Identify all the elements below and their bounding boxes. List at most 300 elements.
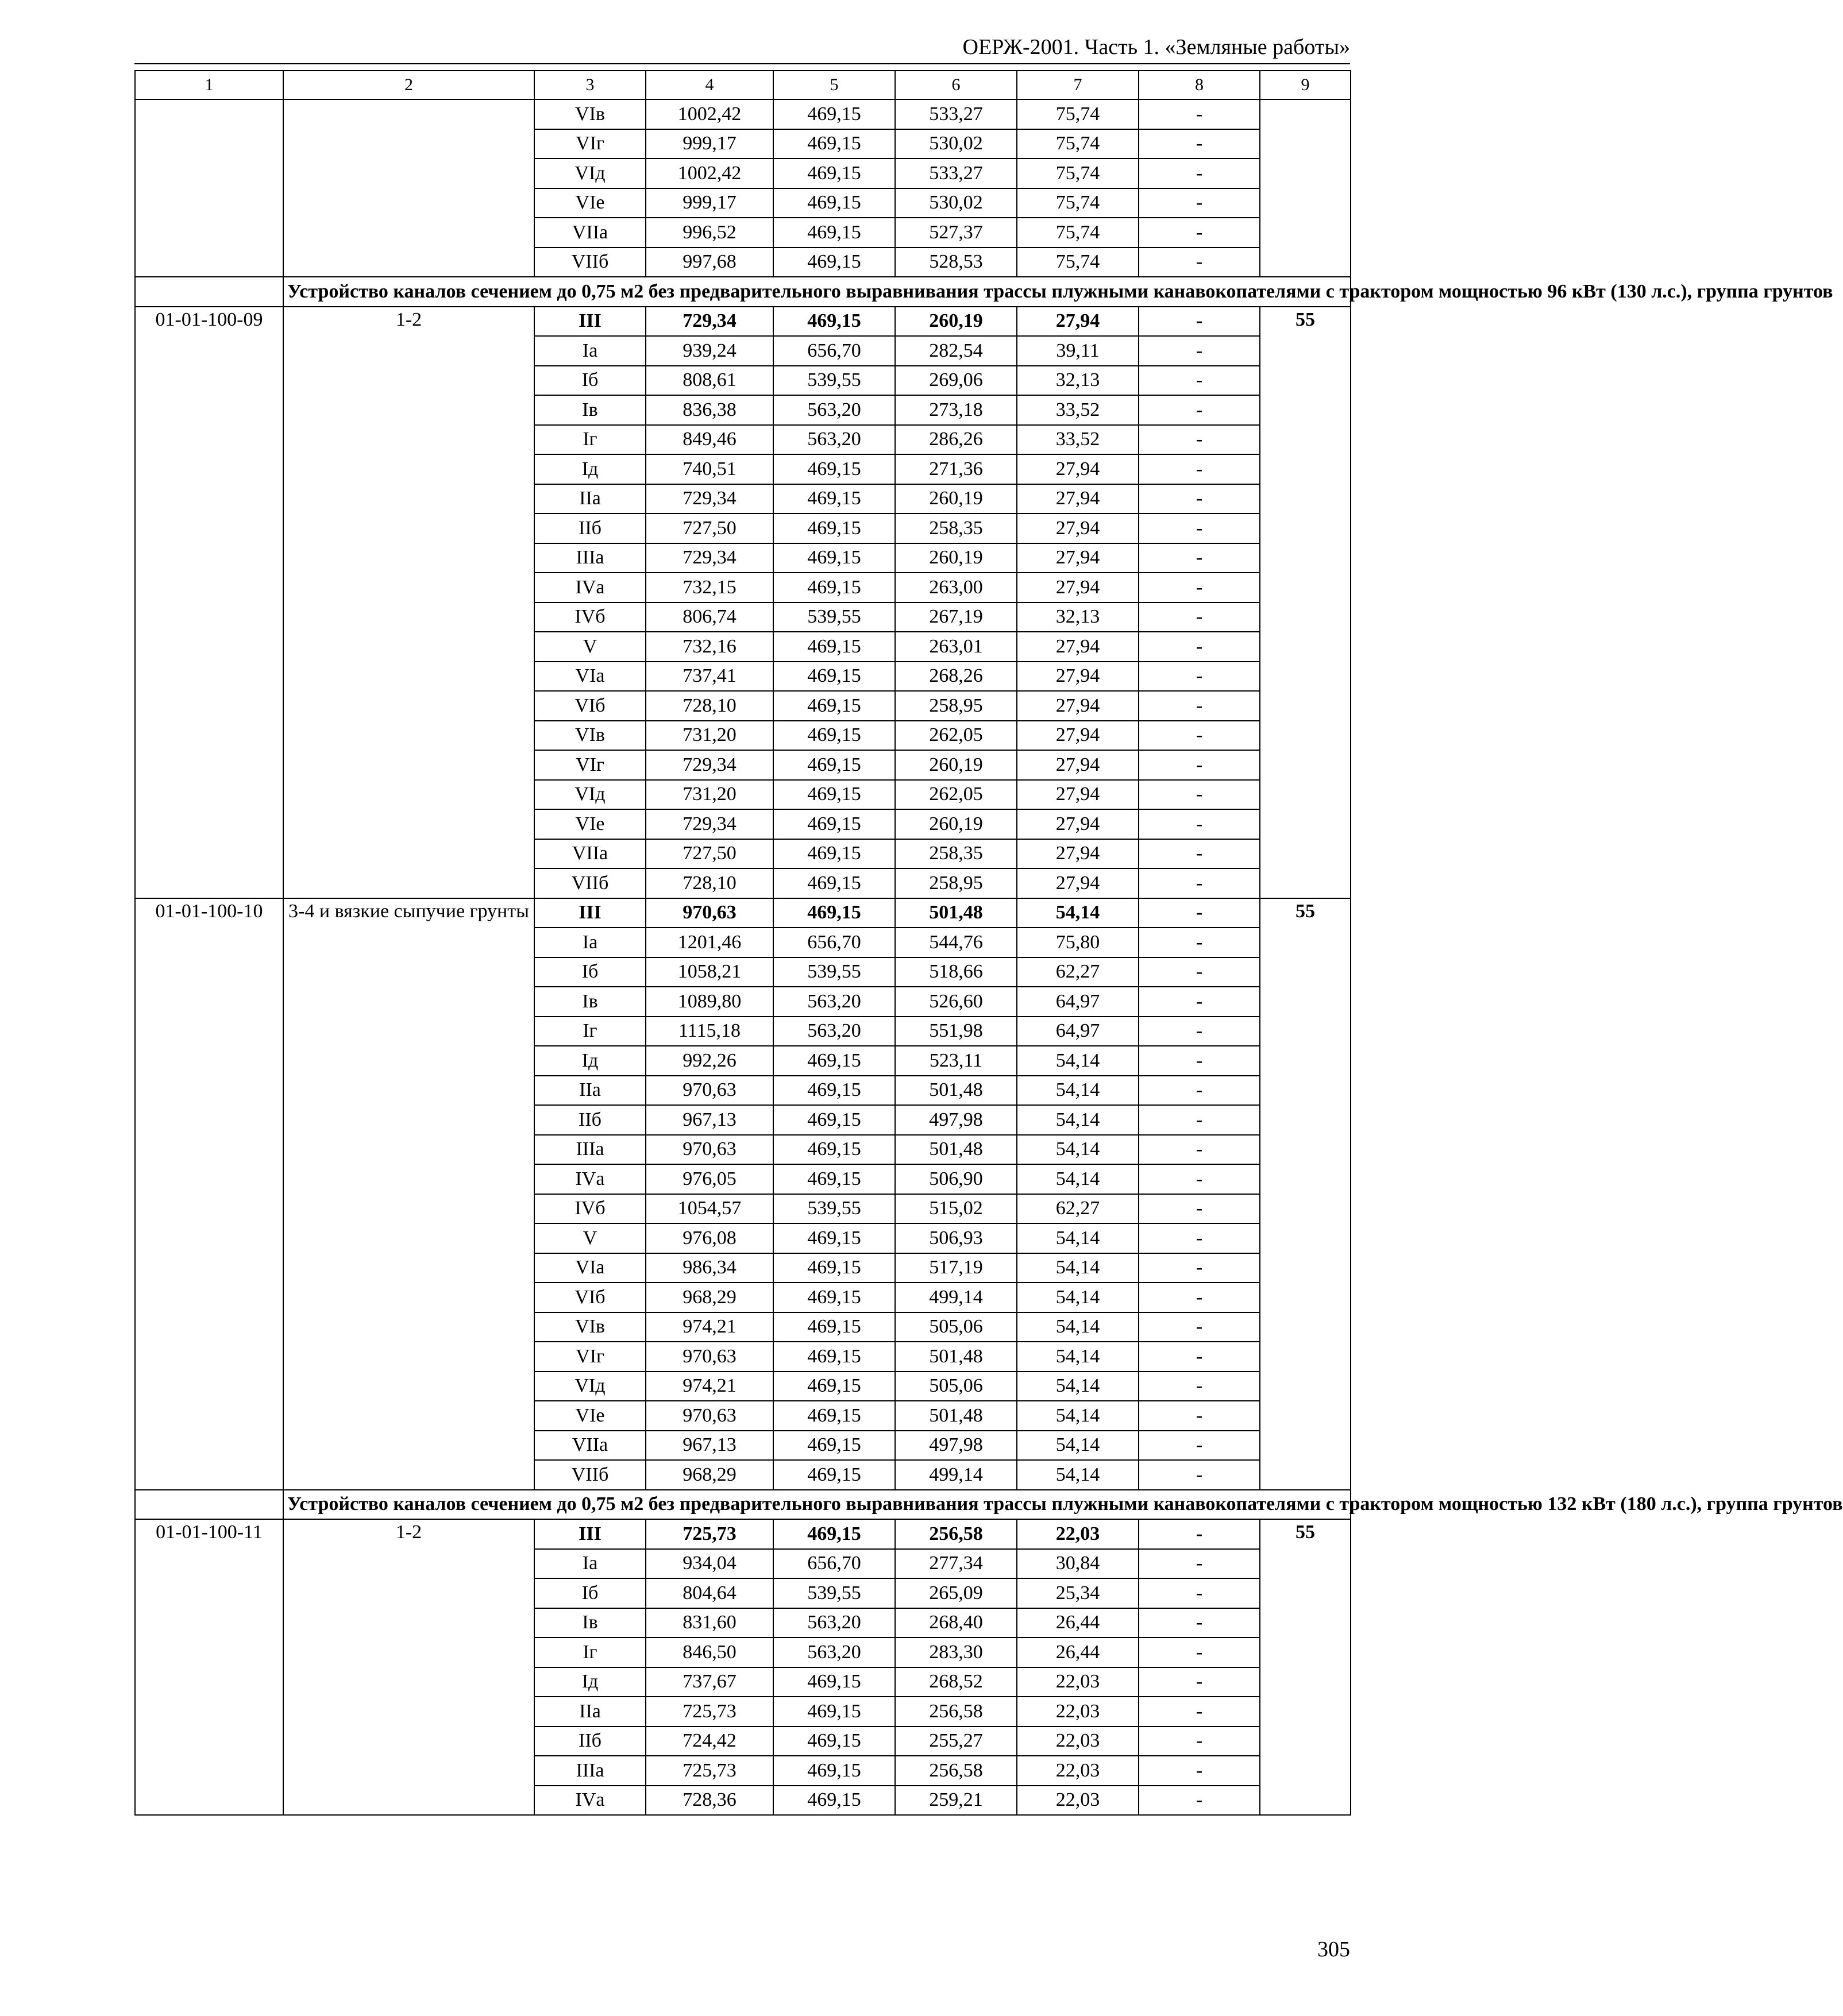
value-cell: 497,98: [895, 1431, 1017, 1461]
value-cell: 260,19: [895, 484, 1017, 514]
value-cell: 268,26: [895, 662, 1017, 692]
soil-group-cell: VIб: [534, 1283, 646, 1312]
estimate-table: [134, 70, 1843, 1816]
value-cell: 75,74: [1017, 248, 1139, 277]
value-cell: 27,94: [1017, 691, 1139, 721]
value-cell: -: [1139, 1076, 1260, 1106]
value-cell: -: [1139, 1194, 1260, 1224]
value-cell: 992,26: [646, 1046, 773, 1076]
value-cell: 469,15: [773, 248, 895, 277]
value-cell: 970,63: [646, 1076, 773, 1106]
value-cell: 469,15: [773, 868, 895, 898]
rate-description: 3-4 и вязкие сыпучие грунты: [283, 898, 534, 1490]
soil-group-cell: Iа: [534, 1549, 646, 1579]
value-cell: 75,74: [1017, 188, 1139, 218]
value-cell: -: [1139, 1223, 1260, 1253]
soil-group-cell: IIIа: [534, 1135, 646, 1165]
value-cell: 731,20: [646, 721, 773, 751]
soil-group-cell: Iд: [534, 1667, 646, 1697]
value-cell: 729,34: [646, 750, 773, 780]
soil-group-cell: VIIа: [534, 839, 646, 869]
value-cell: -: [1139, 1637, 1260, 1667]
value-cell: 501,48: [895, 898, 1017, 928]
value-cell: 75,80: [1017, 928, 1139, 957]
value-cell: 64,97: [1017, 987, 1139, 1017]
header-title: ОЕРЖ-2001. Часть 1. «Земляные работы»: [962, 35, 1350, 59]
value-cell: -: [1139, 1372, 1260, 1401]
value-cell: 27,94: [1017, 721, 1139, 751]
value-cell: 544,76: [895, 928, 1017, 957]
value-cell: 939,24: [646, 336, 773, 366]
value-cell: 967,13: [646, 1105, 773, 1135]
page-number: 305: [1317, 1937, 1350, 1961]
value-cell: 728,10: [646, 691, 773, 721]
soil-group-cell: Iд: [534, 454, 646, 484]
value-cell: -: [1139, 662, 1260, 692]
column-number: 3: [534, 71, 646, 99]
value-cell: 563,20: [773, 1637, 895, 1667]
soil-group-cell: VIа: [534, 662, 646, 692]
value-cell: 22,03: [1017, 1697, 1139, 1727]
value-cell: -: [1139, 159, 1260, 188]
value-cell: 54,14: [1017, 1312, 1139, 1342]
value-cell: 968,29: [646, 1460, 773, 1490]
value-cell: 54,14: [1017, 1076, 1139, 1106]
soil-group-cell: VIд: [534, 1372, 646, 1401]
soil-group-cell: IIа: [534, 1697, 646, 1727]
value-cell: 469,15: [773, 1727, 895, 1756]
value-cell: 22,03: [1017, 1519, 1139, 1549]
value-cell: -: [1139, 248, 1260, 277]
value-cell: -: [1139, 1164, 1260, 1194]
value-cell: 732,16: [646, 632, 773, 662]
value-cell: 469,15: [773, 1342, 895, 1372]
value-cell: 469,15: [773, 218, 895, 248]
value-cell: 732,15: [646, 573, 773, 603]
value-cell: 501,48: [895, 1401, 1017, 1431]
table-body: [135, 71, 1843, 1815]
description-cell-empty: [283, 99, 534, 277]
soil-group-cell: Iа: [534, 336, 646, 366]
value-cell: 656,70: [773, 1549, 895, 1579]
value-cell: -: [1139, 1578, 1260, 1608]
table-row: [135, 307, 1351, 337]
soil-group-cell: IIа: [534, 484, 646, 514]
value-cell: 528,53: [895, 248, 1017, 277]
value-cell: 469,15: [773, 454, 895, 484]
column-number-row: [135, 71, 1351, 99]
value-cell: 469,15: [773, 691, 895, 721]
value-cell: 32,13: [1017, 366, 1139, 396]
value-cell: 469,15: [773, 484, 895, 514]
value-cell: 725,73: [646, 1756, 773, 1786]
value-cell: 27,94: [1017, 454, 1139, 484]
value-cell: 469,15: [773, 1105, 895, 1135]
value-cell: 976,08: [646, 1223, 773, 1253]
value-cell: 831,60: [646, 1608, 773, 1638]
value-cell: 26,44: [1017, 1637, 1139, 1667]
value-cell: 469,15: [773, 721, 895, 751]
section-heading-row: [135, 277, 1351, 307]
value-cell: 27,94: [1017, 484, 1139, 514]
value-cell: 725,73: [646, 1519, 773, 1549]
value-cell: 469,15: [773, 1312, 895, 1342]
value-cell: 563,20: [773, 425, 895, 455]
section-heading: Устройство каналов сечением до 0,75 м2 без предварительного выравнивания трассы плужными канавокопателями с трактором мощностью 132 кВт (180 л.с.), группа грунтов: [283, 1490, 1351, 1520]
soil-group-cell: V: [534, 632, 646, 662]
column-number: 4: [646, 71, 773, 99]
value-cell: 724,42: [646, 1727, 773, 1756]
soil-group-cell: Iг: [534, 1637, 646, 1667]
value-cell: 505,06: [895, 1372, 1017, 1401]
value-cell: 656,70: [773, 336, 895, 366]
soil-group-cell: IIб: [534, 513, 646, 543]
value-cell: 54,14: [1017, 1105, 1139, 1135]
soil-group-cell: VIIб: [534, 1460, 646, 1490]
value-cell: 268,40: [895, 1608, 1017, 1638]
value-cell: 260,19: [895, 809, 1017, 839]
value-cell: 737,41: [646, 662, 773, 692]
value-cell: 286,26: [895, 425, 1017, 455]
soil-group-cell: VIIб: [534, 248, 646, 277]
value-cell: 999,17: [646, 129, 773, 159]
value-cell: 469,15: [773, 99, 895, 129]
value-cell: -: [1139, 513, 1260, 543]
value-cell: 469,15: [773, 1223, 895, 1253]
value-cell: -: [1139, 1401, 1260, 1431]
soil-group-cell: Iа: [534, 928, 646, 957]
rate-code: 01-01-100-09: [135, 307, 283, 898]
value-cell: 731,20: [646, 780, 773, 810]
soil-group-cell: Iв: [534, 395, 646, 425]
value-cell: 62,27: [1017, 1194, 1139, 1224]
value-cell: 54,14: [1017, 1253, 1139, 1283]
soil-group-cell: IIIа: [534, 543, 646, 573]
value-cell: 258,95: [895, 691, 1017, 721]
value-cell: 33,52: [1017, 395, 1139, 425]
value-cell: 469,15: [773, 573, 895, 603]
value-cell: 1089,80: [646, 987, 773, 1017]
soil-group-cell: IIб: [534, 1727, 646, 1756]
soil-group-cell: VIе: [534, 1401, 646, 1431]
table-row: [135, 99, 1351, 129]
value-cell: 54,14: [1017, 1135, 1139, 1165]
soil-group-cell: IVа: [534, 573, 646, 603]
value-cell: -: [1139, 425, 1260, 455]
value-cell: 506,93: [895, 1223, 1017, 1253]
value-cell: -: [1139, 928, 1260, 957]
value-cell: 501,48: [895, 1076, 1017, 1106]
value-cell: 523,11: [895, 1046, 1017, 1076]
value-cell: -: [1139, 1608, 1260, 1638]
value-cell: 277,34: [895, 1549, 1017, 1579]
value-cell: 551,98: [895, 1017, 1017, 1046]
value-cell: 804,64: [646, 1578, 773, 1608]
value-cell: 1115,18: [646, 1017, 773, 1046]
value-cell: 469,15: [773, 632, 895, 662]
value-cell: 27,94: [1017, 750, 1139, 780]
value-cell: -: [1139, 1549, 1260, 1579]
value-cell: 976,05: [646, 1164, 773, 1194]
value-cell: 469,15: [773, 543, 895, 573]
value-cell: 54,14: [1017, 1431, 1139, 1461]
value-cell: 271,36: [895, 454, 1017, 484]
value-cell: 22,03: [1017, 1727, 1139, 1756]
value-cell: -: [1139, 721, 1260, 751]
value-cell: 849,46: [646, 425, 773, 455]
value-cell: -: [1139, 1727, 1260, 1756]
value-cell: 996,52: [646, 218, 773, 248]
value-cell: 970,63: [646, 898, 773, 928]
value-cell: 656,70: [773, 928, 895, 957]
soil-group-cell: Iв: [534, 987, 646, 1017]
value-cell: 499,14: [895, 1283, 1017, 1312]
soil-group-cell: III: [534, 1519, 646, 1549]
value-cell: 934,04: [646, 1549, 773, 1579]
column-number: 1: [135, 71, 283, 99]
soil-group-cell: VIв: [534, 99, 646, 129]
value-cell: -: [1139, 1697, 1260, 1727]
value-cell: 469,15: [773, 898, 895, 928]
value-cell: 563,20: [773, 1017, 895, 1046]
value-cell: -: [1139, 1756, 1260, 1786]
value-cell: -: [1139, 987, 1260, 1017]
soil-group-cell: VIIа: [534, 1431, 646, 1461]
soil-group-cell: IIIа: [534, 1756, 646, 1786]
value-cell: 469,15: [773, 839, 895, 869]
code-cell-empty: [135, 99, 283, 277]
value-cell: 469,15: [773, 1253, 895, 1283]
value-cell: 469,15: [773, 1786, 895, 1816]
value-cell: 1201,46: [646, 928, 773, 957]
value-cell: -: [1139, 691, 1260, 721]
value-cell: 262,05: [895, 780, 1017, 810]
value-cell: -: [1139, 839, 1260, 869]
value-cell: 260,19: [895, 543, 1017, 573]
value-cell: 54,14: [1017, 1164, 1139, 1194]
value-cell: 256,58: [895, 1519, 1017, 1549]
value-cell: 260,19: [895, 307, 1017, 337]
value-cell: 267,19: [895, 603, 1017, 632]
section-heading-row: [135, 1490, 1351, 1520]
value-cell: -: [1139, 750, 1260, 780]
value-cell: 725,73: [646, 1697, 773, 1727]
value-cell: 27,94: [1017, 662, 1139, 692]
value-cell: -: [1139, 336, 1260, 366]
table-row: [135, 898, 1351, 928]
value-cell: 505,06: [895, 1312, 1017, 1342]
value-cell: 469,15: [773, 1667, 895, 1697]
value-cell: 967,13: [646, 1431, 773, 1461]
soil-group-cell: Iб: [534, 366, 646, 396]
value-cell: 539,55: [773, 957, 895, 987]
value-cell: -: [1139, 307, 1260, 337]
soil-group-cell: VIг: [534, 750, 646, 780]
value-cell: 515,02: [895, 1194, 1017, 1224]
value-cell: 54,14: [1017, 1372, 1139, 1401]
value-cell: 33,52: [1017, 425, 1139, 455]
value-cell: -: [1139, 1786, 1260, 1816]
value-cell: 269,06: [895, 366, 1017, 396]
value-cell: -: [1139, 603, 1260, 632]
soil-group-cell: Iб: [534, 957, 646, 987]
value-cell: 54,14: [1017, 1223, 1139, 1253]
value-cell: 533,27: [895, 159, 1017, 188]
value-cell: 469,15: [773, 1283, 895, 1312]
value-cell: -: [1139, 1667, 1260, 1697]
value-cell: 974,21: [646, 1372, 773, 1401]
value-cell: 469,15: [773, 1697, 895, 1727]
value-cell: 469,15: [773, 159, 895, 188]
value-cell: -: [1139, 366, 1260, 396]
value-cell: 836,38: [646, 395, 773, 425]
value-cell: 729,34: [646, 543, 773, 573]
value-cell: 737,67: [646, 1667, 773, 1697]
value-cell: 268,52: [895, 1667, 1017, 1697]
value-cell: 469,15: [773, 750, 895, 780]
value-cell: 539,55: [773, 366, 895, 396]
value-cell: 530,02: [895, 129, 1017, 159]
value-cell: 27,94: [1017, 513, 1139, 543]
value-cell: -: [1139, 1046, 1260, 1076]
soil-group-cell: VIIа: [534, 218, 646, 248]
value-cell: 469,15: [773, 662, 895, 692]
value-cell: 729,34: [646, 484, 773, 514]
value-cell: 258,35: [895, 513, 1017, 543]
value-cell: 539,55: [773, 1578, 895, 1608]
value-cell: 728,10: [646, 868, 773, 898]
value-cell: -: [1139, 99, 1260, 129]
section-heading: Устройство каналов сечением до 0,75 м2 без предварительного выравнивания трассы плужными канавокопателями с трактором мощностью 96 кВт (130 л.с.), группа грунтов: [283, 277, 1351, 307]
value-cell: -: [1139, 1312, 1260, 1342]
soil-group-cell: IIа: [534, 1076, 646, 1106]
value-cell: 729,34: [646, 307, 773, 337]
value-cell: 506,90: [895, 1164, 1017, 1194]
rate-description: 1-2: [283, 1519, 534, 1815]
value-cell: 263,00: [895, 573, 1017, 603]
value-cell: -: [1139, 543, 1260, 573]
value-cell: 27,94: [1017, 573, 1139, 603]
value-cell: 22,03: [1017, 1667, 1139, 1697]
soil-group-cell: III: [534, 898, 646, 928]
value-cell: 263,01: [895, 632, 1017, 662]
value-cell: -: [1139, 484, 1260, 514]
value-cell: 986,34: [646, 1253, 773, 1283]
value-cell: 283,30: [895, 1637, 1017, 1667]
column-number: 9: [1260, 71, 1351, 99]
value-cell: 740,51: [646, 454, 773, 484]
soil-group-cell: IVб: [534, 603, 646, 632]
value-cell: -: [1139, 454, 1260, 484]
soil-group-cell: Iг: [534, 425, 646, 455]
soil-group-cell: IVа: [534, 1164, 646, 1194]
value-cell: 970,63: [646, 1342, 773, 1372]
col9-value: 55: [1260, 898, 1351, 1490]
soil-group-cell: VIа: [534, 1253, 646, 1283]
value-cell: 54,14: [1017, 1283, 1139, 1312]
value-cell: 260,19: [895, 750, 1017, 780]
value-cell: 54,14: [1017, 1401, 1139, 1431]
value-cell: 27,94: [1017, 868, 1139, 898]
value-cell: 469,15: [773, 1135, 895, 1165]
value-cell: 533,27: [895, 99, 1017, 129]
value-cell: -: [1139, 1017, 1260, 1046]
value-cell: 469,15: [773, 1519, 895, 1549]
value-cell: -: [1139, 188, 1260, 218]
value-cell: 265,09: [895, 1578, 1017, 1608]
value-cell: 39,11: [1017, 336, 1139, 366]
value-cell: 26,44: [1017, 1608, 1139, 1638]
soil-group-cell: III: [534, 307, 646, 337]
col9-value: 55: [1260, 1519, 1351, 1815]
value-cell: -: [1139, 957, 1260, 987]
section-heading-spacer: [135, 277, 283, 307]
value-cell: 501,48: [895, 1135, 1017, 1165]
rate-description: 1-2: [283, 307, 534, 898]
value-cell: -: [1139, 1283, 1260, 1312]
page-header: [134, 33, 1350, 64]
value-cell: 27,94: [1017, 839, 1139, 869]
value-cell: 526,60: [895, 987, 1017, 1017]
value-cell: 273,18: [895, 395, 1017, 425]
value-cell: 75,74: [1017, 159, 1139, 188]
column-number: 5: [773, 71, 895, 99]
value-cell: 54,14: [1017, 898, 1139, 928]
soil-group-cell: Iг: [534, 1017, 646, 1046]
value-cell: -: [1139, 1253, 1260, 1283]
soil-group-cell: Iб: [534, 1578, 646, 1608]
value-cell: -: [1139, 573, 1260, 603]
value-cell: 32,13: [1017, 603, 1139, 632]
value-cell: 64,97: [1017, 1017, 1139, 1046]
value-cell: 469,15: [773, 1372, 895, 1401]
value-cell: 808,61: [646, 366, 773, 396]
value-cell: 22,03: [1017, 1756, 1139, 1786]
column-number: 8: [1139, 71, 1260, 99]
value-cell: -: [1139, 1105, 1260, 1135]
soil-group-cell: VIд: [534, 159, 646, 188]
value-cell: 258,35: [895, 839, 1017, 869]
value-cell: 499,14: [895, 1460, 1017, 1490]
value-cell: -: [1139, 1431, 1260, 1461]
value-cell: 27,94: [1017, 543, 1139, 573]
value-cell: 255,27: [895, 1727, 1017, 1756]
value-cell: 469,15: [773, 1164, 895, 1194]
soil-group-cell: Iд: [534, 1046, 646, 1076]
soil-group-cell: IIб: [534, 1105, 646, 1135]
value-cell: 469,15: [773, 780, 895, 810]
value-cell: 469,15: [773, 1076, 895, 1106]
value-cell: 469,15: [773, 1431, 895, 1461]
value-cell: 469,15: [773, 1401, 895, 1431]
column-number: 6: [895, 71, 1017, 99]
value-cell: 27,94: [1017, 632, 1139, 662]
value-cell: 729,34: [646, 809, 773, 839]
column-number: 2: [283, 71, 534, 99]
value-cell: 728,36: [646, 1786, 773, 1816]
table-row: [135, 1519, 1351, 1549]
soil-group-cell: VIб: [534, 691, 646, 721]
soil-group-cell: V: [534, 1223, 646, 1253]
value-cell: 469,15: [773, 188, 895, 218]
value-cell: 62,27: [1017, 957, 1139, 987]
value-cell: 27,94: [1017, 809, 1139, 839]
soil-group-cell: VIе: [534, 809, 646, 839]
value-cell: -: [1139, 868, 1260, 898]
value-cell: 469,15: [773, 1460, 895, 1490]
value-cell: 727,50: [646, 513, 773, 543]
value-cell: 54,14: [1017, 1342, 1139, 1372]
